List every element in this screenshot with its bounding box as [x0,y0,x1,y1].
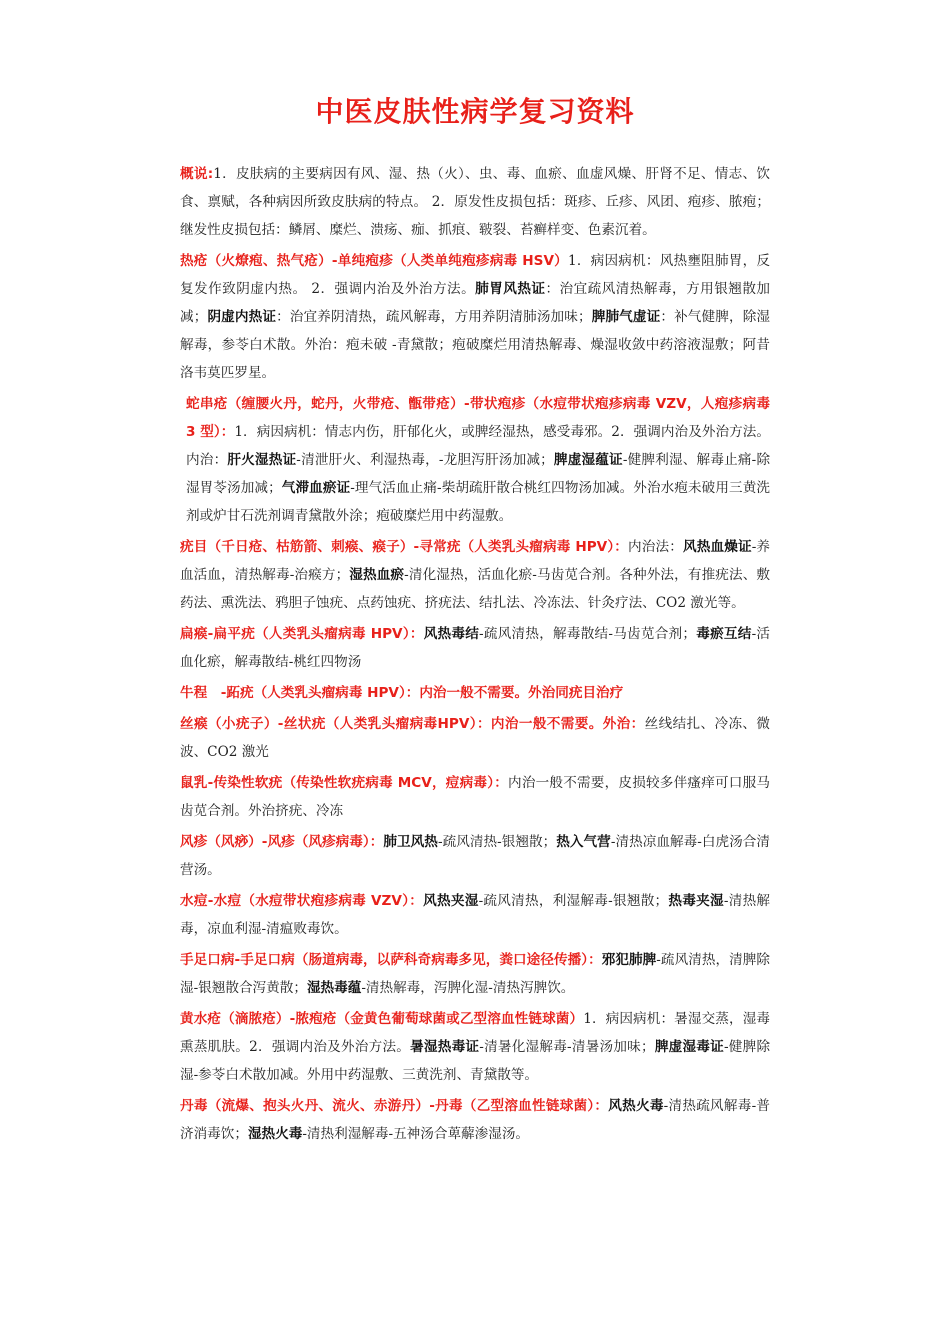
section-heading: 丝瘊（小疣子）-丝状疣（人类乳头瘤病毒HPV）：内治一般不需要。外治： [180,716,645,732]
section-paragraph [180,620,770,676]
body-text: -疏风清热，清脾除湿-银翘散合泻黄散； [180,952,771,996]
section-heading: 手足口病-手足口病（肠道病毒，以萨科奇病毒多见，粪口途径传播）： [180,952,602,968]
body-text: -理气活血止痛-柴胡疏肝散合桃红四物汤加减。外治水疱未破用三黄洗剂或炉甘石洗剂调青黛散外涂；疱破糜烂用中药湿敷。 [186,480,771,524]
section-heading: 风疹（风痧）-风疹（风疹病毒）： [180,834,384,850]
section-paragraph [180,946,770,1002]
section-heading: 热疮（火燎疱、热气疮）-单纯疱疹（人类单纯疱疹病毒 HSV） [180,253,568,269]
section-paragraph [180,1005,770,1089]
body-text: 1．病因病机：风热壅阻肺胃，反复发作致阴虚内热。 2．强调内治及外治方法。 [180,253,771,297]
body-text: -活血化瘀，解毒散结-桃红四物汤 [180,626,771,670]
syndrome-label: 暑湿热毒证 [410,1039,480,1055]
section-heading: 牛程 -跖疣（人类乳头瘤病毒 HPV）：内治一般不需要。外治同疣目治疗 [180,685,624,701]
body-text: -疏风清热，利湿解毒-银翘散； [478,893,669,909]
section-paragraph [180,887,770,943]
body-text: -清暑化湿解毒-清暑汤加味； [479,1039,655,1055]
body-text: -清热疏风解毒-普济消毒饮； [180,1098,771,1142]
syndrome-label: 阴虚内热证 [207,309,277,325]
section-heading: 概说: [180,166,214,182]
section-paragraph [180,247,770,387]
body-text: ：补气健脾，除湿解毒，参苓白术散。外治：疱未破 -青黛散；疱破糜烂用清热解毒、燥湿收敛中药溶液湿敷；阿昔洛韦莫匹罗星。 [180,309,771,381]
syndrome-label: 邪犯肺脾 [601,952,657,968]
body-text: 丝线结扎、冷冻、微波、CO2 激光 [180,716,771,760]
body-text: 1．皮肤病的主要病因有风、湿、热（火）、虫、毒、血瘀、血虚风燥、肝肾不足、情志、饮食、禀赋，各种病因所致皮肤病的特点。 2．原发性皮损包括：斑疹、丘疹、风团、疱疹、脓疱；继发性皮损包括：鳞屑、糜烂、溃疡、痂、抓痕、皲裂、苔癣样变、色素沉着。 [180,166,770,238]
section-heading: 扁瘊-扁平疣（人类乳头瘤病毒 HPV）： [180,626,424,642]
section-paragraph [180,710,770,766]
body-text: -养血活血，清热解毒-治瘊方； [180,539,771,583]
syndrome-label: 湿热火毒 [247,1126,303,1142]
body-text: -疏风清热-银翘散； [437,834,557,850]
body-text: 1．病因病机：暑湿交蒸，湿毒熏蒸肌肤。2．强调内治及外治方法。 [180,1011,770,1055]
syndrome-label: 湿热毒蕴 [306,980,362,996]
syndrome-label: 脾虚湿蕴证 [553,452,623,468]
section-paragraph [180,679,770,707]
body-text: 内治法： [628,539,683,555]
body-text: -清热解毒，凉血利湿-清瘟败毒饮。 [180,893,771,937]
section-paragraph [180,390,770,530]
body-text: -清热利湿解毒-五神汤合萆薢渗湿汤。 [302,1126,530,1142]
syndrome-label: 风热毒结 [423,626,480,642]
section-paragraph [180,1092,770,1148]
body-text: -健脾除湿-参苓白术散加减。外用中药湿敷、三黄洗剂、青黛散等。 [180,1039,771,1083]
body-text: ：治宜疏风清热解毒，方用银翘散加减； [180,281,770,325]
syndrome-label: 肺胃风热证 [475,281,546,297]
page-title: 中医皮肤性病学复习资料 [315,95,635,128]
syndrome-label: 风热夹湿 [423,893,479,909]
syndrome-label: 毒瘀互结 [696,626,752,642]
section-heading: 蛇串疮（缠腰火丹，蛇丹，火带疮、甑带疮）-带状疱疹（水痘带状疱疹病毒 VZV，人疱疹病毒 3 型）： [186,396,770,440]
section-heading: 黄水疮（滴脓疮）-脓疱疮（金黄色葡萄球菌或乙型溶血性链球菌） [180,1011,584,1027]
body-text: ：治宜养阴清热，疏风解毒，方用养阴清肺汤加味； [276,309,592,325]
body-text: 1．病因病机：情志内伤，肝郁化火，或脾经湿热，感受毒邪。2．强调内治及外治方法。内治： [186,424,770,468]
document-body [180,160,770,1151]
section-paragraph [180,828,770,884]
syndrome-label: 气滞血瘀证 [281,480,351,496]
syndrome-label: 脾肺气虚证 [591,309,661,325]
body-text: -清化湿热，活血化瘀-马齿苋合剂。各种外法，有推疣法、敷药法、熏洗法、鸦胆子蚀疣、点药蚀疣、挤疣法、结扎法、冷冻法、针灸疗法、CO2 激光等。 [180,567,771,611]
body-text: -健脾利湿、解毒止痛-除湿胃苓汤加减； [186,452,771,496]
section-heading: 疣目（千日疮、枯筋箭、刺瘊、瘊子）-寻常疣（人类乳头瘤病毒 HPV）： [180,539,629,555]
syndrome-label: 脾虚湿毒证 [654,1039,724,1055]
section-heading: 鼠乳-传染性软疣（传染性软疣病毒 MCV，痘病毒）： [180,775,509,791]
syndrome-label: 湿热血瘀 [349,567,405,583]
body-text: -清泄肝火、利湿热毒，-龙胆泻肝汤加减； [296,452,554,468]
section-heading: 水痘-水痘（水痘带状疱疹病毒 VZV）： [180,893,424,909]
syndrome-label: 肝火湿热证 [227,452,297,468]
syndrome-label: 风热火毒 [608,1098,664,1114]
section-paragraph [180,160,770,244]
body-text: -清热解毒，泻脾化湿-清热泻脾饮。 [361,980,575,996]
syndrome-label: 热入气营 [556,834,611,850]
body-text: -疏风清热，解毒散结-马齿苋合剂； [479,626,696,642]
body-text: -清热凉血解毒-白虎汤合清营汤。 [180,834,771,878]
syndrome-label: 风热血燥证 [682,539,752,555]
body-text: 内治一般不需要，皮损较多伴瘙痒可口服马齿苋合剂。外治挤疣、冷冻 [180,775,770,819]
section-heading: 丹毒（流爆、抱头火丹、流火、赤游丹）-丹毒（乙型溶血性链球菌）： [180,1098,609,1114]
syndrome-label: 热毒夹湿 [668,893,724,909]
section-paragraph [180,533,770,617]
section-paragraph [180,769,770,825]
syndrome-label: 肺卫风热 [383,834,438,850]
